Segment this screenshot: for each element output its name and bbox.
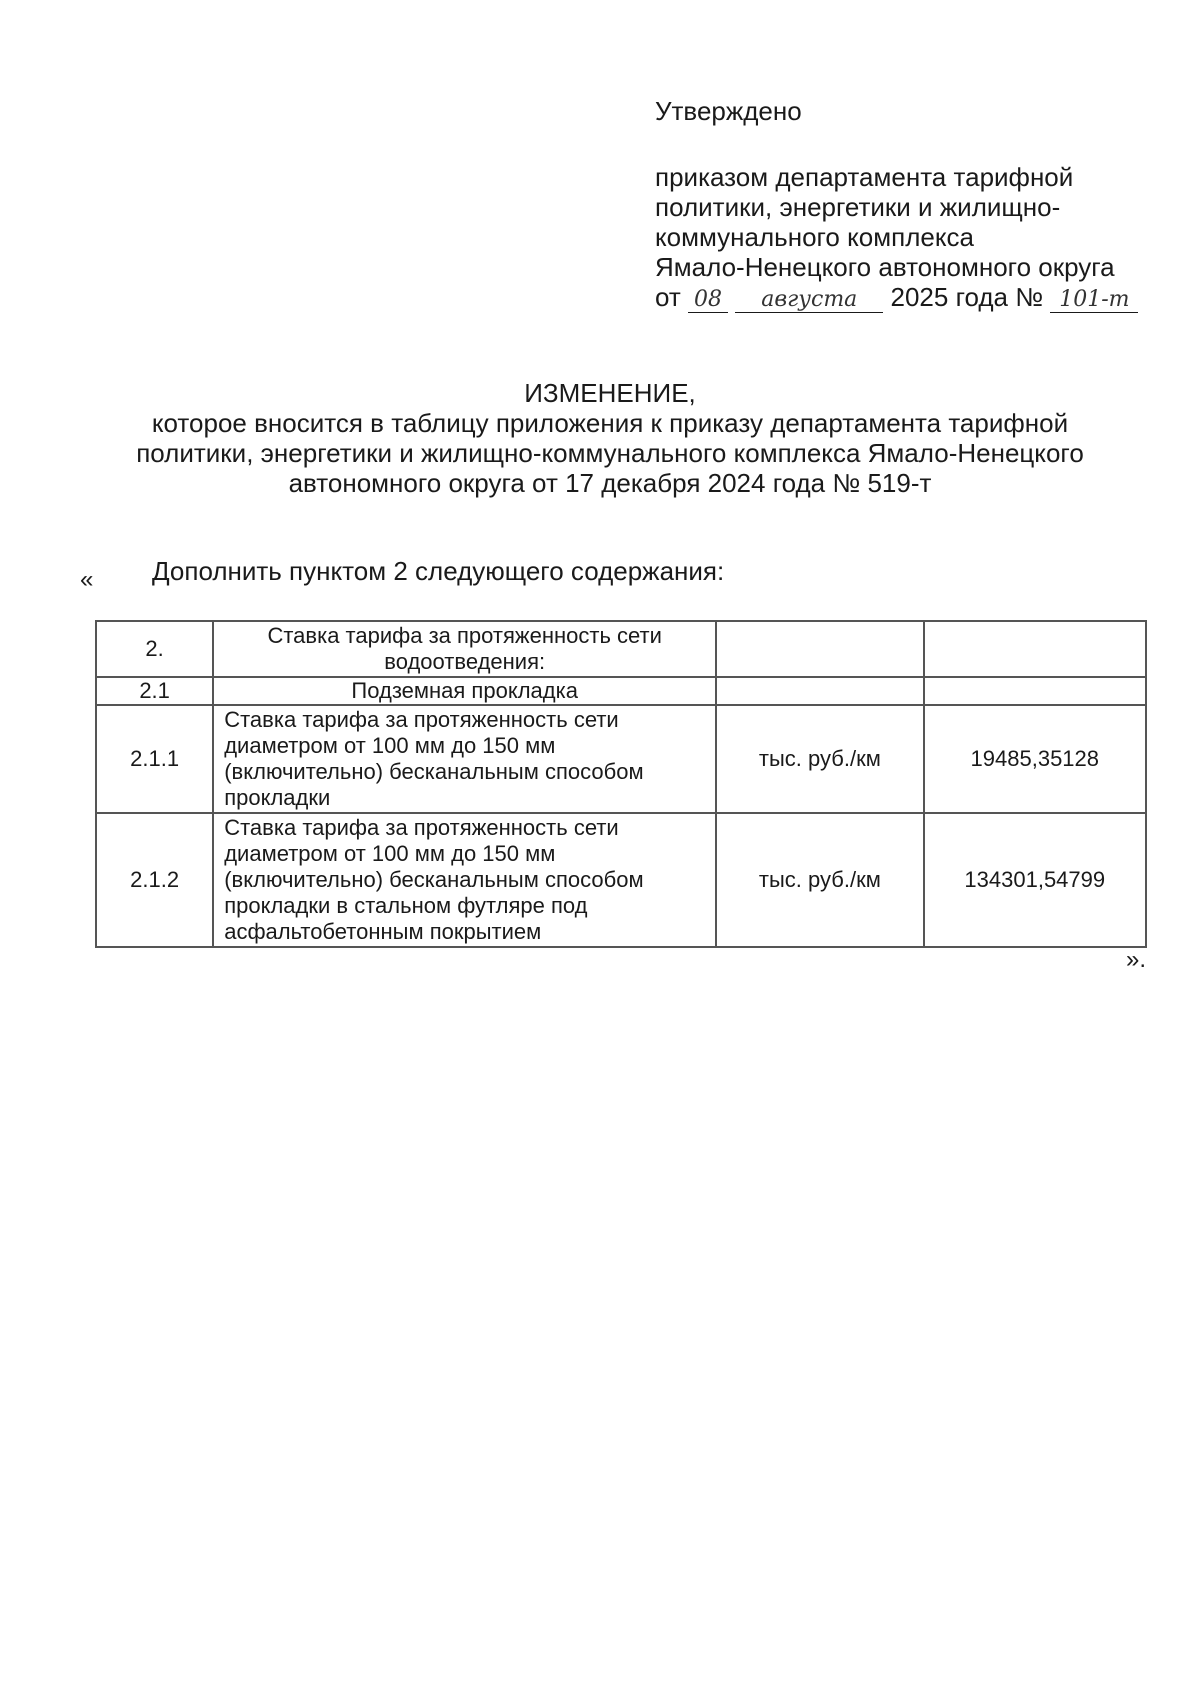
row-value: 19485,35128: [924, 705, 1146, 813]
approved-label: Утверждено: [655, 96, 802, 126]
date-year-text: 2025 года №: [890, 282, 1044, 312]
row-number: 2.: [96, 621, 213, 677]
row-number: 2.1.1: [96, 705, 213, 813]
handwritten-order-number: 101-т: [1050, 288, 1138, 313]
approval-date-line: [655, 282, 1175, 313]
row-unit: [716, 677, 923, 705]
date-prefix: от: [655, 282, 681, 312]
row-number: 2.1: [96, 677, 213, 705]
document-subtitle-line: политики, энергетики и жилищно-коммунального комплекса Ямало-Ненецкого: [136, 438, 1084, 468]
approval-block: [655, 96, 1175, 313]
approval-line: политики, энергетики и жилищно-: [655, 192, 1061, 222]
table-row: [96, 621, 1146, 677]
row-unit: тыс. руб./км: [716, 813, 923, 947]
document-title: ИЗМЕНЕНИЕ,: [524, 378, 696, 408]
approval-line: приказом департамента тарифной: [655, 162, 1074, 192]
closing-quote: ».: [1126, 946, 1147, 973]
table-row: [96, 813, 1146, 947]
opening-quote: «: [80, 566, 94, 593]
row-description: Подземная прокладка: [213, 677, 716, 705]
approval-line: Ямало-Ненецкого автономного округа: [655, 252, 1115, 282]
row-value: [924, 677, 1146, 705]
table-row: [96, 677, 1146, 705]
table-row: [96, 705, 1146, 813]
lead-text: Дополнить пунктом 2 следующего содержания:: [152, 556, 725, 586]
tariff-table: [95, 620, 1147, 948]
approval-line: коммунального комплекса: [655, 222, 974, 252]
row-description: Ставка тарифа за протяженность сети диаметром от 100 мм до 150 мм (включительно) бесканальным способом прокладки: [213, 705, 716, 813]
document-subtitle-line: которое вносится в таблицу приложения к приказу департамента тарифной: [151, 408, 1069, 438]
row-value: [924, 621, 1146, 677]
row-value: 134301,54799: [924, 813, 1146, 947]
document-subtitle-line: автономного округа от 17 декабря 2024 года № 519-т: [288, 468, 932, 498]
row-unit: [716, 621, 923, 677]
row-description: Ставка тарифа за протяженность сети диаметром от 100 мм до 150 мм (включительно) бесканальным способом прокладки в стальном футляре под асфальтобетонным покрытием: [213, 813, 716, 947]
row-unit: тыс. руб./км: [716, 705, 923, 813]
row-description: Ставка тарифа за протяженность сети водоотведения:: [213, 621, 716, 677]
handwritten-day: 08: [688, 288, 728, 313]
row-number: 2.1.2: [96, 813, 213, 947]
document-header: [80, 378, 1140, 498]
handwritten-month: августа: [735, 288, 883, 313]
